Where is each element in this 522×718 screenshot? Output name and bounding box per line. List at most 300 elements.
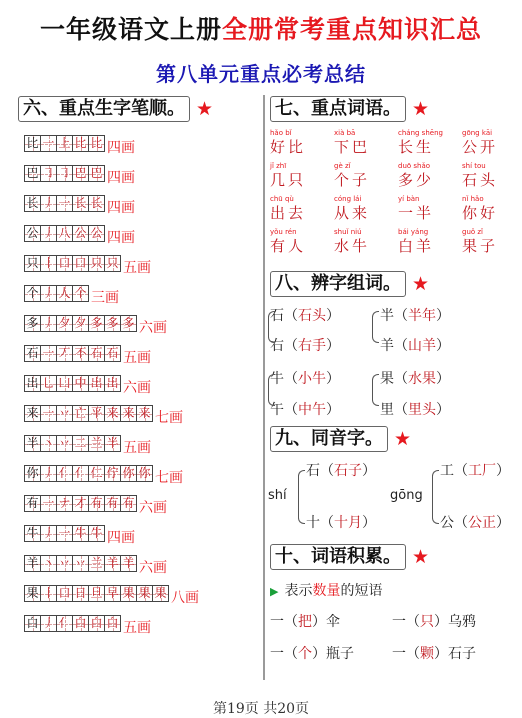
stroke-count: 四画	[107, 230, 135, 246]
stroke-glyph: 牛	[74, 526, 87, 540]
stroke-step-cell	[72, 195, 89, 212]
stroke-glyph: 二	[74, 436, 87, 450]
vocab-item	[398, 128, 458, 157]
stroke-row	[24, 580, 199, 606]
pair-answer: 石头	[298, 308, 326, 324]
vocab-word: 果子	[462, 237, 499, 255]
brace-mark	[432, 470, 439, 524]
pair-answer: 水果	[408, 371, 436, 387]
pair-char: 果	[380, 371, 394, 387]
pair-answer: 半年	[408, 308, 436, 324]
vocab-pinyin: cóng lái	[334, 195, 362, 203]
stroke-glyph: 才	[74, 496, 87, 510]
pair-answer: 里头	[408, 402, 436, 418]
vocab-item	[334, 194, 394, 223]
stroke-step-cell	[72, 165, 89, 182]
stroke-step-cell	[72, 285, 89, 302]
stroke-glyph: 凵	[58, 376, 71, 390]
stroke-row	[24, 160, 135, 186]
stroke-glyph: 果	[26, 586, 39, 600]
stroke-glyph: 多	[90, 316, 103, 330]
stroke-count: 四画	[107, 200, 135, 216]
paren-close: ）	[362, 463, 376, 479]
stroke-char-cell	[24, 195, 41, 212]
pair-char: 右	[270, 338, 284, 354]
stroke-glyph: 兰	[90, 556, 103, 570]
stroke-glyph: ㇆	[58, 166, 71, 180]
vocab-item	[462, 194, 522, 223]
stroke-count: 七画	[155, 410, 183, 426]
stroke-glyph: 比	[74, 136, 87, 150]
stroke-step-cell	[104, 585, 121, 602]
stroke-step-cell	[104, 435, 121, 452]
pair-line	[380, 399, 450, 419]
column-divider	[263, 95, 265, 680]
stroke-glyph: 出	[106, 376, 119, 390]
paren-close: ）	[436, 371, 450, 387]
stroke-glyph: 日	[74, 586, 87, 600]
stroke-glyph: 牛	[90, 526, 103, 540]
brace-mark	[268, 374, 275, 406]
stroke-count: 五画	[123, 440, 151, 456]
stroke-glyph: 丿	[42, 316, 55, 330]
triangle-bullet-icon: ▶	[270, 585, 279, 598]
stroke-step-cell	[56, 255, 73, 272]
stroke-row	[24, 370, 151, 396]
stroke-count: 八画	[171, 590, 199, 606]
stroke-glyph: 有	[106, 496, 119, 510]
stroke-char-cell	[24, 495, 41, 512]
vocab-item	[270, 161, 330, 190]
note-prefix: 表示	[284, 583, 313, 599]
vocab-word: 出去	[270, 204, 307, 222]
homophone-char: 公	[440, 515, 454, 531]
stroke-glyph: 公	[74, 226, 87, 240]
stroke-row	[24, 400, 183, 426]
stroke-glyph: 夕	[58, 316, 71, 330]
vocab-pinyin: nǐ hǎo	[462, 195, 484, 203]
section6-title: 六、重点生字笔顺。	[18, 96, 190, 122]
stroke-step-cell	[72, 345, 89, 362]
stroke-count: 六画	[123, 380, 151, 396]
stroke-step-cell	[40, 195, 57, 212]
stroke-step-cell	[56, 465, 73, 482]
stroke-step-cell	[88, 525, 105, 542]
section9-title: 九、同音字。	[270, 426, 388, 452]
stroke-step-cell	[56, 225, 73, 242]
stroke-step-cell	[40, 585, 57, 602]
stroke-step-cell	[136, 465, 153, 482]
stroke-step-cell	[72, 405, 89, 422]
pair-char: 午	[270, 402, 284, 418]
stroke-step-cell	[56, 315, 73, 332]
stroke-step-cell	[152, 585, 169, 602]
paren-open: （	[320, 515, 334, 531]
stroke-glyph: 丶	[42, 556, 55, 570]
brace-mark	[298, 470, 305, 524]
stroke-step-cell	[88, 435, 105, 452]
homophone-char: 十	[306, 515, 320, 531]
pair-answer: 中午	[298, 402, 326, 418]
stroke-step-cell	[88, 345, 105, 362]
stroke-glyph: 夕	[74, 316, 87, 330]
vocab-word: 几只	[270, 171, 307, 189]
vocab-word: 你好	[462, 204, 499, 222]
measure-word: 颗	[420, 646, 434, 662]
stroke-step-cell	[40, 375, 57, 392]
homophone-char: 石	[306, 463, 320, 479]
stroke-glyph: 丨	[42, 586, 55, 600]
stroke-glyph: 旦	[90, 586, 103, 600]
stroke-char-cell	[24, 405, 41, 422]
vocab-word: 白羊	[398, 237, 435, 255]
vocab-word: 有人	[270, 237, 307, 255]
paren-close: ）	[312, 614, 326, 630]
stroke-glyph: 巴	[26, 166, 39, 180]
homophone-block	[268, 460, 518, 540]
stroke-glyph: 出	[26, 376, 39, 390]
star-icon: ★	[196, 97, 214, 120]
stroke-step-cell	[88, 405, 105, 422]
vocab-item	[398, 227, 458, 256]
star-icon: ★	[412, 97, 430, 120]
brace-mark	[268, 311, 275, 343]
paren-close: ）	[326, 402, 340, 418]
stroke-glyph: 有	[122, 496, 135, 510]
stroke-glyph: 来	[106, 406, 119, 420]
brace-mark	[372, 311, 379, 343]
phrase-noun: 乌鸦	[448, 614, 476, 630]
section7-title: 七、重点词语。	[270, 96, 406, 122]
stroke-glyph: 白	[26, 616, 39, 630]
pair-line	[270, 399, 340, 419]
paren-close: ）	[434, 646, 448, 662]
stroke-step-cell	[88, 225, 105, 242]
phrase-prefix: 一	[392, 646, 406, 662]
homophone-pinyin: gōng	[390, 488, 423, 503]
stroke-glyph: 个	[26, 286, 39, 300]
stroke-count: 七画	[155, 470, 183, 486]
stroke-glyph: 牛	[26, 526, 39, 540]
stroke-glyph: 白	[74, 616, 87, 630]
stroke-glyph: 多	[106, 316, 119, 330]
stroke-step-cell	[56, 195, 73, 212]
pair-line	[380, 335, 450, 355]
stroke-glyph: 巴	[74, 166, 87, 180]
stroke-glyph: 一	[42, 346, 55, 360]
stroke-glyph: 你	[26, 466, 39, 480]
stroke-step-cell	[120, 495, 137, 512]
stroke-glyph: 来	[138, 406, 151, 420]
stroke-step-cell	[40, 135, 57, 152]
stroke-glyph: ㇆	[42, 166, 55, 180]
paren-open: （	[320, 463, 334, 479]
stroke-count: 六画	[139, 500, 167, 516]
paren-open: （	[284, 614, 298, 630]
stroke-step-cell	[56, 525, 73, 542]
stroke-step-cell	[40, 285, 57, 302]
stroke-step-cell	[40, 525, 57, 542]
vocab-item	[270, 128, 330, 157]
stroke-glyph: 果	[122, 586, 135, 600]
stroke-step-cell	[104, 345, 121, 362]
stroke-char-cell	[24, 165, 41, 182]
stroke-glyph: 佇	[106, 466, 119, 480]
stroke-step-cell	[72, 135, 89, 152]
stroke-glyph: 丿	[42, 196, 55, 210]
stroke-step-cell	[56, 585, 73, 602]
stroke-glyph: 亻	[58, 616, 71, 630]
stroke-glyph: 八	[58, 226, 71, 240]
stroke-step-cell	[40, 555, 57, 572]
paren-close: ）	[312, 646, 326, 662]
stroke-step-cell	[72, 615, 89, 632]
stroke-step-cell	[40, 255, 57, 272]
stroke-glyph: 早	[106, 586, 119, 600]
paren-close: ）	[436, 308, 450, 324]
paren-close: ）	[436, 402, 450, 418]
stroke-glyph: 丷	[74, 556, 87, 570]
stroke-glyph: 丿	[42, 286, 55, 300]
stroke-step-cell	[72, 465, 89, 482]
vocab-item	[270, 194, 330, 223]
stroke-count: 五画	[123, 260, 151, 276]
stroke-step-cell	[40, 435, 57, 452]
stroke-step-cell	[136, 405, 153, 422]
stroke-row	[24, 550, 167, 576]
note-highlight: 数量	[312, 583, 341, 599]
stroke-glyph: 半	[106, 436, 119, 450]
stroke-glyph: 中	[74, 376, 87, 390]
title-black: 一年级语文上册	[39, 15, 222, 44]
stroke-step-cell	[40, 405, 57, 422]
stroke-glyph: 只	[106, 256, 119, 270]
paren-close: ）	[434, 614, 448, 630]
paren-open: （	[394, 402, 408, 418]
stroke-glyph: 比	[90, 136, 103, 150]
stroke-char-cell	[24, 435, 41, 452]
stroke-step-cell	[88, 585, 105, 602]
paren-open: （	[454, 463, 468, 479]
stroke-glyph: 白	[106, 616, 119, 630]
vocab-word: 石头	[462, 171, 499, 189]
stroke-glyph: 丿	[42, 226, 55, 240]
stroke-row	[24, 310, 167, 336]
vocab-pinyin: shí tou	[462, 162, 486, 170]
paren-close: ）	[362, 515, 376, 531]
stroke-glyph: 长	[74, 196, 87, 210]
vocab-word: 公开	[462, 138, 499, 156]
homophone-answer: 公正	[468, 515, 496, 531]
pair-char: 羊	[380, 338, 394, 354]
vocab-item	[334, 161, 394, 190]
stroke-glyph: 不	[74, 346, 87, 360]
stroke-char-cell	[24, 525, 41, 542]
vocab-pinyin: xià bā	[334, 129, 356, 137]
stroke-char-cell	[24, 615, 41, 632]
stroke-count: 四画	[107, 140, 135, 156]
measure-word: 只	[420, 614, 434, 630]
stroke-row	[24, 340, 151, 366]
stroke-glyph: 一	[42, 136, 55, 150]
stroke-glyph: 有	[90, 496, 103, 510]
stroke-step-cell	[56, 285, 73, 302]
stroke-row	[24, 220, 135, 246]
vocab-item	[398, 194, 458, 223]
stroke-glyph: 丿	[42, 526, 55, 540]
stroke-step-cell	[56, 345, 73, 362]
stroke-step-cell	[120, 315, 137, 332]
paren-close: ）	[326, 338, 340, 354]
stroke-glyph: 丨	[42, 256, 55, 270]
stroke-step-cell	[120, 465, 137, 482]
stroke-step-cell	[72, 555, 89, 572]
pair-answer: 右手	[298, 338, 326, 354]
stroke-glyph: 个	[74, 286, 87, 300]
phrase-noun: 石子	[448, 646, 476, 662]
vocab-pinyin: chū qù	[270, 195, 294, 203]
stroke-glyph: 羊	[106, 556, 119, 570]
vocab-word: 下巴	[334, 138, 371, 156]
stroke-count: 三画	[91, 290, 119, 306]
stroke-step-cell	[40, 615, 57, 632]
stroke-step-cell	[88, 255, 105, 272]
phrase-noun: 瓶子	[326, 646, 354, 662]
stroke-char-cell	[24, 375, 41, 392]
stroke-step-cell	[104, 315, 121, 332]
stroke-glyph: 人	[58, 286, 71, 300]
phrase-prefix: 一	[270, 646, 284, 662]
star-icon: ★	[394, 427, 412, 450]
vocab-item	[462, 227, 522, 256]
vocab-pinyin: gè zǐ	[334, 162, 351, 170]
stroke-step-cell	[56, 165, 73, 182]
stroke-glyph: 果	[154, 586, 167, 600]
stroke-glyph: 亻	[58, 466, 71, 480]
stroke-step-cell	[136, 585, 153, 602]
paren-open: （	[394, 371, 408, 387]
vocab-item	[462, 128, 522, 157]
measure-phrase	[270, 643, 354, 663]
phrase-prefix: 一	[392, 614, 406, 630]
stroke-glyph: 羊	[26, 556, 39, 570]
paren-close: ）	[496, 515, 510, 531]
paren-open: （	[284, 308, 298, 324]
stroke-step-cell	[88, 555, 105, 572]
stroke-glyph: 口	[58, 256, 71, 270]
stroke-step-cell	[120, 555, 137, 572]
stroke-glyph: 只	[90, 256, 103, 270]
stroke-glyph: 兰	[90, 436, 103, 450]
stroke-char-cell	[24, 465, 41, 482]
paren-open: （	[454, 515, 468, 531]
vocab-word: 水牛	[334, 237, 371, 255]
stroke-step-cell	[88, 375, 105, 392]
measure-phrase	[392, 611, 476, 631]
stroke-char-cell	[24, 345, 41, 362]
stroke-step-cell	[104, 255, 121, 272]
stroke-step-cell	[72, 525, 89, 542]
paren-open: （	[284, 371, 298, 387]
stroke-step-cell	[88, 195, 105, 212]
paren-open: （	[284, 646, 298, 662]
measure-word: 个	[298, 646, 312, 662]
stroke-glyph: 丿	[42, 466, 55, 480]
stroke-glyph: 来	[122, 406, 135, 420]
stroke-glyph: 一	[42, 406, 55, 420]
pair-line	[380, 305, 450, 325]
stroke-glyph: 丷	[58, 436, 71, 450]
paren-open: （	[406, 614, 420, 630]
stroke-glyph: 你	[138, 466, 151, 480]
measure-phrase	[270, 611, 340, 631]
stroke-glyph: 丆	[58, 346, 71, 360]
section7-header	[270, 95, 429, 122]
stroke-step-cell	[104, 375, 121, 392]
unit-subtitle: 第八单元重点必考总结	[156, 62, 366, 86]
section8-header	[270, 270, 429, 297]
vocab-item	[398, 161, 458, 190]
stroke-glyph: 一	[58, 196, 71, 210]
homophone-char: 工	[440, 463, 454, 479]
stroke-count: 五画	[123, 350, 151, 366]
stroke-step-cell	[56, 135, 73, 152]
stroke-count: 四画	[107, 170, 135, 186]
stroke-glyph: 你	[122, 466, 135, 480]
note-suffix: 的短语	[340, 583, 383, 599]
paren-close: ）	[496, 463, 510, 479]
stroke-char-cell	[24, 135, 41, 152]
title-red: 全册常考重点知识汇总	[222, 15, 483, 44]
stroke-glyph: 果	[138, 586, 151, 600]
vocab-item	[334, 227, 394, 256]
homophone-answer: 石子	[334, 463, 362, 479]
stroke-row	[24, 520, 135, 546]
vocab-word: 长生	[398, 138, 435, 156]
stroke-count: 四画	[107, 530, 135, 546]
vocab-pinyin: duō shǎo	[398, 162, 431, 170]
stroke-step-cell	[120, 405, 137, 422]
stroke-step-cell	[56, 615, 73, 632]
stroke-glyph: 出	[90, 376, 103, 390]
stroke-step-cell	[72, 585, 89, 602]
stroke-step-cell	[40, 315, 57, 332]
vocab-pinyin: gōng kāi	[462, 129, 493, 137]
paren-open: （	[406, 646, 420, 662]
vocab-pinyin: hǎo bǐ	[270, 129, 292, 137]
pair-line	[270, 335, 340, 355]
phrase-noun: 伞	[326, 614, 340, 630]
stroke-glyph: 一	[58, 526, 71, 540]
stroke-step-cell	[72, 255, 89, 272]
paren-close: ）	[326, 308, 340, 324]
stroke-step-cell	[40, 345, 57, 362]
stroke-glyph: ナ	[58, 496, 71, 510]
vocab-pinyin: guǒ zǐ	[462, 228, 484, 236]
vocab-item	[270, 227, 330, 256]
phrase-prefix: 一	[270, 614, 284, 630]
stroke-glyph: 上	[58, 136, 71, 150]
stroke-glyph: 多	[26, 316, 39, 330]
stroke-glyph: 石	[26, 346, 39, 360]
brace-mark	[372, 374, 379, 406]
stroke-step-cell	[72, 495, 89, 512]
stroke-step-cell	[40, 465, 57, 482]
stroke-glyph: 比	[26, 136, 39, 150]
stroke-row	[24, 280, 119, 306]
stroke-row	[24, 190, 135, 216]
stroke-glyph: 丶	[42, 436, 55, 450]
